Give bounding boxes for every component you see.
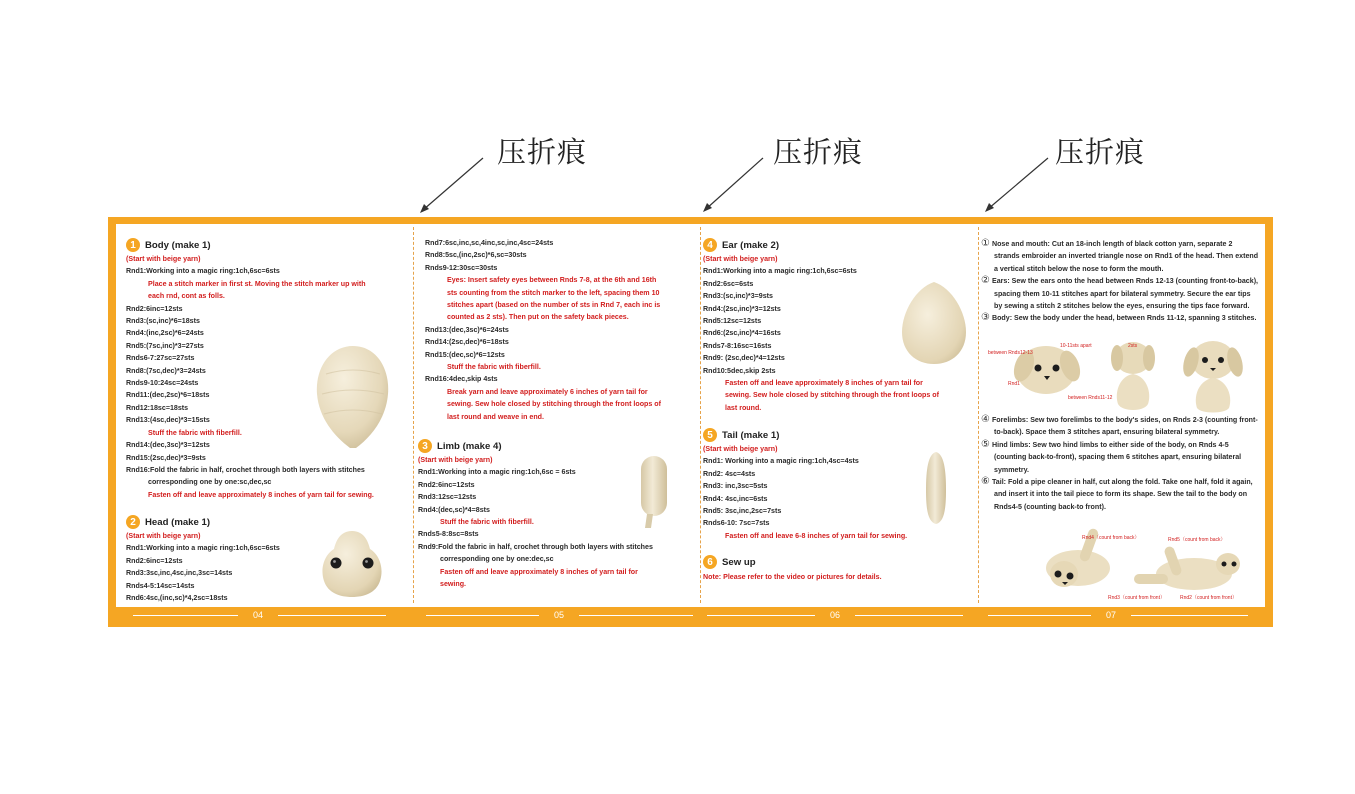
- photo-label: Rnd5（count from back）: [1168, 537, 1226, 543]
- assembly-step: ① Nose and mouth: Cut an 18-inch length of black cotton yarn, separate 2 strands embroider an inverted triangle nose on Rnd1 of the head. Then extend a vertical stitch below the nose to form the mouth.: [981, 238, 1259, 273]
- footer-rule: [579, 615, 693, 616]
- instruction-note: (Start with beige yarn): [418, 456, 493, 464]
- instruction-note: Fasten off and leave 6-8 inches of yarn tail for sewing.: [725, 531, 908, 540]
- instruction-line: Rnd14:(dec,3sc)*3=12sts: [126, 441, 210, 450]
- instruction-line: Rnds6-10: 7sc=7sts: [703, 519, 770, 528]
- instruction-line: Rnd3: inc,3sc=5sts: [703, 482, 768, 491]
- instruction-line: Rnd1:Working into a magic ring:1ch,6sc=6sts: [126, 267, 280, 276]
- assembly-step: ⑥ Tail: Fold a pipe cleaner in half, cut along the fold. Take one half, fold it again, and insert it into the tail piece to form its shape. Sew the tail to the body on Rnds4-5 (counting back-to front).: [981, 476, 1253, 511]
- footer-rule: [278, 615, 386, 616]
- sew-up-note: Note: Please refer to the video or pictures for details.: [703, 573, 882, 581]
- photo-label: Rnd1: [1008, 381, 1020, 387]
- instruction-line: Rnd4:(2sc,inc)*3=12sts: [703, 304, 781, 313]
- page-number: 05: [553, 610, 564, 620]
- section-sew-up: [703, 554, 978, 583]
- instruction-line: Rnd13:(4sc,dec)*3=15sts: [126, 416, 210, 425]
- instruction-line: Rnd8:(7sc,dec)*3=24sts: [126, 366, 206, 375]
- instruction-line: Rnd3:3sc,inc,4sc,inc,3sc=14sts: [126, 569, 233, 578]
- section-title: Body (make 1): [145, 239, 211, 251]
- section-heading: [703, 554, 978, 570]
- instruction-note: last round and weave in end.: [447, 412, 544, 421]
- instruction-line: Rnd11:(dec,2sc)*6=18sts: [126, 391, 210, 400]
- hindlimb-assembly-photo: [1124, 540, 1248, 602]
- instruction-line: Rnd2: 4sc=4sts: [703, 469, 756, 478]
- instruction-line: corresponding one by one:dec,sc: [440, 555, 554, 564]
- assembly-step: ③ Body: Sew the body under the head, between Rnds 11-12, spanning 3 stitches.: [981, 312, 1257, 324]
- instruction-line: Rnd6:(2sc,inc)*4=16sts: [703, 329, 781, 338]
- instruction-note: Fasten off and leave approximately 8 inches of yarn tail for: [725, 379, 923, 388]
- instruction-note: (Start with beige yarn): [703, 445, 778, 453]
- pattern-booklet: [108, 217, 1273, 627]
- tail-photo: [918, 450, 954, 526]
- photo-label: Rnd4（count from back）: [1082, 535, 1140, 541]
- instruction-note: Fasten off and leave approximately 8 inches of yarn tail for: [440, 567, 638, 576]
- instruction-line: Rnd5: 3sc,inc,2sc=7sts: [703, 507, 782, 516]
- crease-annotation: 压折痕: [773, 135, 864, 169]
- head-photo: [318, 527, 386, 599]
- page-05: [413, 224, 700, 607]
- instruction-line: Rnd2:6inc=12sts: [126, 556, 183, 565]
- instruction-line: Rnds4-5:14sc=14sts: [126, 581, 195, 590]
- instruction-line: corresponding one by one:sc,dec,sc: [148, 478, 272, 487]
- section-heading: [703, 237, 978, 253]
- instruction-note: each rnd, cont as folls.: [148, 292, 225, 301]
- photo-label: 2sts: [1128, 343, 1138, 349]
- instruction-line: Rnd1: Working into a magic ring:1ch,4sc=4sts: [703, 457, 859, 466]
- instruction-line: Rnd10:5dec,skip 2sts: [703, 366, 776, 375]
- instruction-note: (Start with beige yarn): [126, 255, 201, 263]
- footer-rule: [707, 615, 815, 616]
- footer-rule: [855, 615, 963, 616]
- photo-label: Rnd3（count from front）: [1108, 595, 1165, 601]
- page-number: 06: [829, 610, 840, 620]
- instruction-line: Rnd2:6inc=12sts: [126, 304, 183, 313]
- instruction-note: Fasten off and leave approximately 8 inches of yarn tail for sewing.: [148, 490, 374, 499]
- instruction-line: Rnds7-8:16sc=16sts: [703, 341, 772, 350]
- booklet-pages: [116, 224, 1265, 607]
- instruction-note: Place a stitch marker in first st. Moving the stitch marker up with: [148, 279, 366, 288]
- instruction-note: Stuff the fabric with fiberfill.: [447, 363, 541, 372]
- step-number-badge: 4: [703, 238, 717, 252]
- crease-annotation: 压折痕: [1055, 135, 1146, 169]
- instruction-line: Rnd15:(dec,sc)*6=12sts: [425, 350, 505, 359]
- instruction-line: Rnd8:5sc,(inc,2sc)*6,sc=30sts: [425, 251, 527, 260]
- instruction-line: Rnd5:12sc=12sts: [703, 317, 762, 326]
- instruction-note: (Start with beige yarn): [126, 532, 201, 540]
- section-title: Limb (make 4): [437, 440, 502, 452]
- section-title: Head (make 1): [145, 516, 211, 528]
- body-photo: [314, 344, 392, 452]
- instruction-line: Rnd2:6inc=12sts: [418, 480, 475, 489]
- instruction-line: Rnd3:(sc,inc)*6=18sts: [126, 317, 200, 326]
- instruction-line: Rnd16:Fold the fabric in half, crochet through both layers with stitches: [126, 465, 365, 474]
- instruction-note: Stuff the fabric with fiberfill.: [148, 428, 242, 437]
- instruction-line: Rnd14:(2sc,dec)*6=18sts: [425, 338, 509, 347]
- instruction-note: Stuff the fabric with fiberfill.: [440, 518, 534, 527]
- page-04: [116, 224, 413, 607]
- instruction-note: counted as 2 sts). Then put on the safety back pieces.: [447, 313, 629, 322]
- step-number-badge: 6: [703, 555, 717, 569]
- page-06: [700, 224, 978, 607]
- section-title: Sew up: [722, 556, 756, 568]
- instruction-line: Rnd4:(dec,sc)*4=8sts: [418, 505, 490, 514]
- instruction-line: Rnds9-10:24sc=24sts: [126, 379, 199, 388]
- instruction-line: Rnd16:4dec,skip 4sts: [425, 375, 498, 384]
- instruction-note: sewing.: [440, 580, 467, 589]
- instruction-line: Rnd2:6sc=6sts: [703, 279, 754, 288]
- assembly-step: ⑤ Hind limbs: Sew two hind limbs to either side of the body, on Rnds 4-5 (counting back-to-front), spacing them 6 stitches apart, ensuring bilateral symmetry.: [981, 438, 1242, 474]
- crease-arrows: [0, 0, 1355, 230]
- instruction-line: Rnd4: 4sc,inc=6sts: [703, 494, 768, 503]
- limb-photo: [631, 454, 675, 532]
- assembly-step: ② Ears: Sew the ears onto the head between Rnds 12-13 (counting front-to-back), spacing them 10-11 stitches apart for bilateral symmetry. Secure the ear tips by sewing a stitch 2 stitches below the eyes, ensuring the tips face forward.: [981, 275, 1259, 311]
- step-number-badge: 2: [126, 515, 140, 529]
- section-title: Tail (make 1): [722, 429, 780, 441]
- assembly-steps: [981, 238, 1259, 325]
- instruction-line: Rnd1:Working into a magic ring:1ch,6sc=6sts: [126, 544, 280, 553]
- instruction-list: [425, 237, 695, 423]
- instruction-note: sts counting from the stitch marker to the left, spacing them 10: [447, 288, 660, 297]
- assembly-steps-continued: [981, 414, 1259, 513]
- instruction-note: sewing. Sew hole closed by stitching through the front loops of: [447, 400, 662, 409]
- instruction-line: Rnds5-8:8sc=8sts: [418, 530, 479, 539]
- crease-annotation: 压折痕: [497, 135, 588, 169]
- step-number-badge: 3: [418, 439, 432, 453]
- assembly-step: ④ Forelimbs: Sew two forelimbs to the body's sides, on Rnds 2-3 (counting front-to-back). Space them 3 stitches apart, ensuring bilateral symmetry.: [981, 414, 1258, 437]
- ear-photo: [894, 278, 974, 368]
- step-number-badge: 1: [126, 238, 140, 252]
- instruction-line: Rnd15:(2sc,dec)*3=9sts: [126, 453, 206, 462]
- instruction-line: Rnd13:(dec,3sc)*6=24sts: [425, 325, 509, 334]
- instruction-note: Eyes: Insert safety eyes between Rnds 7-8, at the 6th and 16th: [447, 276, 657, 285]
- page-number: 04: [252, 610, 263, 620]
- instruction-note: stitches apart (based on the number of sts in Rnd 7, each inc is: [447, 301, 661, 310]
- seated-dog-photo: [1173, 336, 1253, 416]
- photo-label: between Rnds11-12: [1068, 395, 1113, 401]
- instruction-line: Rnd9:Fold the fabric in half, crochet through both layers with stitches: [418, 542, 653, 551]
- instruction-line: Rnds6-7:27sc=27sts: [126, 354, 195, 363]
- instruction-line: Rnd1:Working into a magic ring:1ch,6sc=6sts: [703, 267, 857, 276]
- section-head-continued: [425, 237, 695, 423]
- section-heading: [703, 427, 978, 443]
- instruction-line: Rnd5:(7sc,inc)*3=27sts: [126, 341, 204, 350]
- section-heading: [126, 237, 411, 253]
- instruction-note: sewing. Sew hole closed by stitching through the front loops of: [725, 391, 940, 400]
- instruction-note: Break yarn and leave approximately 6 inches of yarn tail for: [447, 387, 648, 396]
- instruction-note: last round.: [725, 403, 762, 412]
- instruction-line: Rnd7:6sc,inc,sc,4inc,sc,inc,4sc=24sts: [425, 239, 554, 247]
- footer-rule: [133, 615, 238, 616]
- step-number-badge: 5: [703, 428, 717, 442]
- instruction-line: Rnd3:(sc,inc)*3=9sts: [703, 292, 773, 301]
- photo-label: between Rnds12-13: [988, 350, 1033, 356]
- instruction-line: Rnds9-12:30sc=30sts: [425, 263, 498, 272]
- instruction-line: Rnd6:4sc,(inc,sc)*4,2sc=18sts: [126, 594, 228, 603]
- instruction-line: Rnd3:12sc=12sts: [418, 493, 477, 502]
- footer-rule: [1131, 615, 1248, 616]
- photo-label: 10-11sts apart: [1060, 343, 1092, 349]
- section-title: Ear (make 2): [722, 239, 780, 251]
- section-heading: [418, 438, 698, 454]
- page-07: [978, 224, 1265, 607]
- page-number: 07: [1105, 610, 1116, 620]
- footer-rule: [988, 615, 1091, 616]
- instruction-line: Rnd1:Working into a magic ring:1ch,6sc = 6sts: [418, 468, 576, 477]
- photo-label: Rnd2（count from front）: [1180, 595, 1237, 601]
- instruction-line: Rnd12:18sc=18sts: [126, 403, 189, 412]
- instruction-line: Rnd4:(inc,2sc)*6=24sts: [126, 329, 204, 338]
- footer-rule: [426, 615, 539, 616]
- instruction-note: (Start with beige yarn): [703, 255, 778, 263]
- instruction-line: Rnd9: (2sc,dec)*4=12sts: [703, 354, 785, 363]
